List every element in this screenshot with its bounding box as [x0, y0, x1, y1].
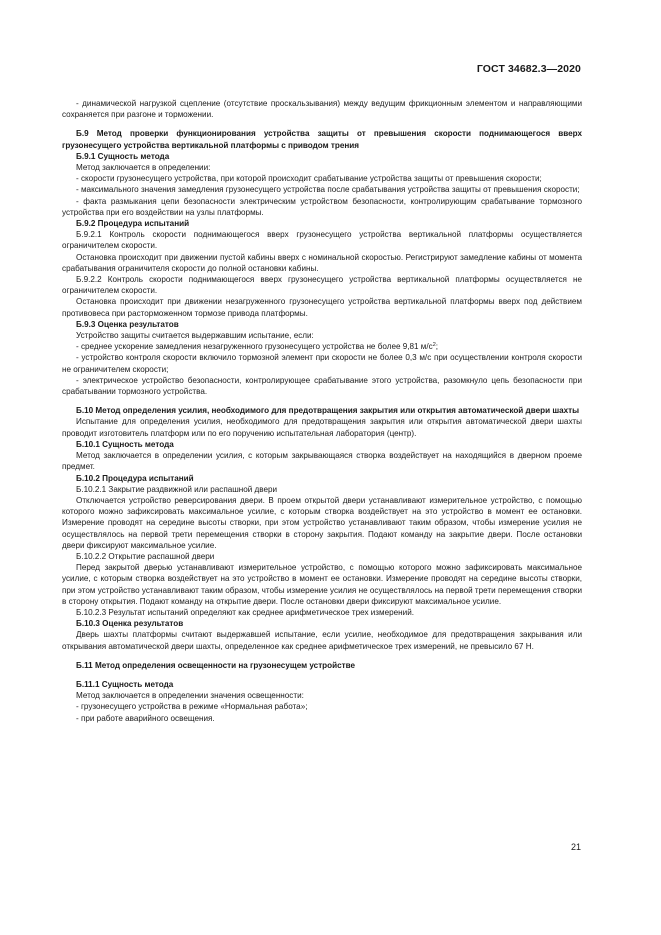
- paragraph: Испытание для определения усилия, необходимого для предотвращения закрытия или открытия автоматической двери шахты проводит изготовитель платформ или по его поручению испытательная лаборатория (центр).: [62, 417, 582, 438]
- paragraph: Дверь шахты платформы считают выдержавшей испытание, если усилие, необходимое для предотвращения закрывания или открывания автоматической двери шахты, определенное как среднее арифметическое трех измерений, не превысило 67 Н.: [62, 630, 582, 651]
- section-heading: Б.9.2 Процедура испытаний: [76, 219, 190, 229]
- section-heading: Б.9 Метод проверки функционирования устройства защиты от превышения скорости поднимающегося вверх грузонесущего устройства вертикальной платформы с приводом трения: [62, 129, 582, 150]
- document-body: [62, 98, 582, 724]
- paragraph: Б.10.2.1 Закрытие раздвижной или распашной двери: [76, 484, 278, 494]
- paragraph: Перед закрытой дверью устанавливают измерительное устройство, с помощью которого можно зафиксировать максимальное усилие, с которым створка воздействует на это устройство в момент ее остановки. Измерение проводят на середине высоты створки, при этом устройство устанавливают таким образом, чтобы измерение усилия не осуществлялось на первой трети перемещения створки в сторону открытия. Подают команду на открытие двери. После остановки двери фиксируют максимальное усилие.: [62, 563, 582, 606]
- paragraph: - при работе аварийного освещения.: [76, 713, 215, 723]
- paragraph: - грузонесущего устройства в режиме «Нормальная работа»;: [76, 702, 308, 712]
- section-heading: Б.11 Метод определения освещенности на грузонесущем устройстве: [76, 660, 356, 670]
- paragraph: Метод заключается в определении:: [76, 163, 211, 173]
- paragraph: Метод заключается в определении значения освещенности:: [76, 691, 304, 701]
- paragraph: - скорости грузонесущего устройства, при которой происходит срабатывание устройства защиты от превышения скорости;: [76, 174, 542, 184]
- paragraph: Б.9.2.1 Контроль скорости поднимающегося вверх грузонесущего устройства вертикальной платформы осуществляется ограничителем скорости.: [62, 230, 582, 251]
- section-heading: Б.9.1 Сущность метода: [76, 151, 170, 161]
- document-code-header: ГОСТ 34682.3—2020: [476, 63, 581, 75]
- paragraph: Метод заключается в определении усилия, с которым закрывающаяся створка воздействует на находящийся в дверном проеме предмет.: [62, 451, 582, 472]
- section-heading: Б.10.2 Процедура испытаний: [76, 473, 194, 483]
- paragraph: - среднее ускорение замедления незагруженного грузонесущего устройства не более 9,81 $м/с^2$;: [76, 342, 439, 352]
- paragraph: - электрическое устройство безопасности, контролирующее срабатывание этого устройства, разомкнуло цепь безопасности при срабатывании тормозного устройства.: [62, 375, 582, 397]
- section-heading: Б.10.1 Сущность метода: [76, 439, 174, 449]
- paragraph: Отключается устройство реверсирования двери. В проем открытой двери устанавливают измерительное устройство, с помощью которого можно зафиксировать максимальное усилие, с которым створка воздействует на это устройство в момент ее остановки. Измерение проводят на середине высоты створки, при этом устройство устанавливают таким образом, чтобы измерение усилия не осуществлялось на первой трети перемещения створки в сторону закрытия. Подают команду на закрытие двери. После остановки двери фиксируют максимальное усилие.: [62, 495, 582, 550]
- paragraph: Остановка происходит при движении пустой кабины вверх с номинальной скоростью. Регистрируют замедление кабины от момента срабатывания ограничителя скорости до полной остановки кабины.: [62, 252, 582, 273]
- paragraph: - динамической нагрузкой сцепление (отсутствие проскальзывания) между ведущим фрикционным элементом и направляющими сохраняется при разгоне и торможении.: [62, 99, 582, 120]
- paragraph: - максимального значения замедления грузонесущего устройства после срабатывания устройства защиты от превышения скорости;: [76, 185, 580, 195]
- paragraph: Устройство защиты считается выдержавшим испытание, если:: [76, 331, 314, 341]
- paragraph: - устройство контроля скорости включило тормозной элемент при скорости не более 0,3 м/с при осуществлении контроля скорости не ограничителем скорости;: [62, 353, 582, 374]
- paragraph: Б.10.2.3 Результат испытаний определяют как среднее арифметическое трех измерений.: [76, 607, 414, 617]
- section-heading: Б.11.1 Сущность метода: [76, 679, 174, 689]
- paragraph: Остановка происходит при движении незагруженного грузонесущего устройства вертикальной платформы вверх под действием противовеса при расторможенном тормозе привода платформы.: [62, 297, 582, 318]
- section-heading: Б.10.3 Оценка результатов: [76, 619, 184, 629]
- paragraph: Б.10.2.2 Открытие распашной двери: [76, 551, 215, 561]
- section-heading: Б.10 Метод определения усилия, необходимого для предотвращения закрытия или открытия автоматической двери шахты: [76, 406, 580, 416]
- page-number: 21: [570, 842, 581, 852]
- section-heading: Б.9.3 Оценка результатов: [76, 319, 179, 329]
- paragraph: - факта размыкания цепи безопасности электрическим устройством безопасности, контролирующим срабатывание тормозного устройства при его воздействии на узлы платформы.: [62, 196, 582, 217]
- paragraph: Б.9.2.2 Контроль скорости поднимающегося вверх грузонесущего устройства вертикальной платформы осуществляется не ограничителем скорости.: [62, 275, 582, 296]
